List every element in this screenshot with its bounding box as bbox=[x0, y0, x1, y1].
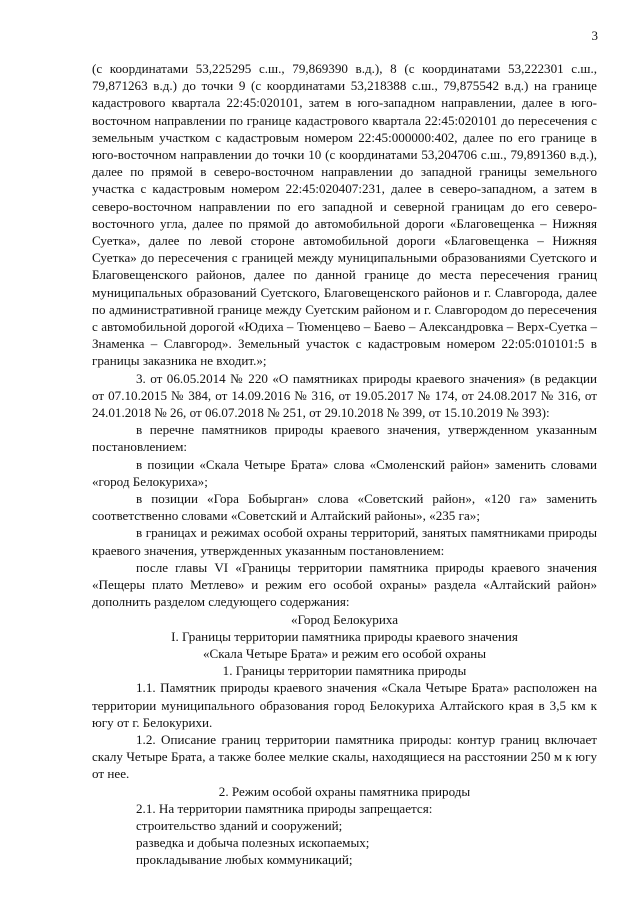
paragraph-2-1: 2.1. На территории памятника природы запрещается: bbox=[136, 800, 433, 816]
paragraph-list-intro: в перечне памятников природы краевого значения, утвержденном указанным постановлением: bbox=[92, 422, 597, 455]
section-heading-chapter-sub: «Скала Четыре Брата» и режим его особой охраны bbox=[202, 645, 487, 661]
paragraph-four-brothers: в позиции «Скала Четыре Брата» слова «Смоленский район» заменить словами «город Белокуриха»; bbox=[92, 456, 597, 489]
paragraph-resolution-3: 3. от 06.05.2014 № 220 «О памятниках природы краевого значения» (в редакции от 07.10.2015 № 384, от 14.09.2016 № 316, от 19.05.2017 № 174, от 24.08.2017 № 316, от 24.01.2018 № 26, от 06.07.2018 № 251, от 29.10.2018 № 399, от 15.10.2019 № 393): bbox=[92, 370, 597, 421]
paragraph-boundaries-intro: в границах и режимах особой охраны территорий, занятых памятниками природы краевого значения, утвержденных указанным постановлением: bbox=[92, 525, 597, 558]
paragraph-chapter-addition: после главы VI «Границы территории памятника природы краевого значения «Пещеры плато Метлево» и режим его особой охраны» раздела «Алтайский район» дополнить разделом следующего содержания: bbox=[92, 559, 597, 610]
paragraph-bobyrgan: в позиции «Гора Бобырган» слова «Советский район», «120 га» заменить соответственно словами «Советский и Алтайский районы», «235 га»; bbox=[92, 491, 597, 524]
list-item: разведка и добыча полезных ископаемых; bbox=[136, 835, 370, 851]
list-item: строительство зданий и сооружений; bbox=[136, 817, 343, 833]
document-body bbox=[92, 60, 597, 869]
section-heading-chapter: I. Границы территории памятника природы краевого значения bbox=[171, 628, 518, 644]
section-heading-city: «Город Белокуриха bbox=[290, 611, 399, 627]
page-number: 3 bbox=[591, 28, 598, 43]
section-heading-boundaries: 1. Границы территории памятника природы bbox=[222, 663, 467, 679]
paragraph-1-2: 1.2. Описание границ территории памятника природы: контур границ включает скалу Четыре Брата, а также более мелкие скалы, находящиеся на расстоянии 250 м к югу от нее. bbox=[92, 731, 597, 782]
list-item: прокладывание любых коммуникаций; bbox=[136, 852, 353, 868]
paragraph-boundary-description: (с координатами 53,225295 с.ш., 79,869390 в.д.), 8 (с координатами 53,222301 с.ш., 79,871263 в.д.) до точки 9 (с координатами 53,218388 с.ш., 79,875542 в.д.) на границе кадастрового квартала 22:45:020101, затем в юго-западном направлении, далее в юго-восточном направлении по границе кадастрового квартала 22:45:020101 до пересечения с земельным участком с кадастровым номером 22:45:000000:402, далее по его границе в юго-восточном направлении до точки 10 (с координатами 53,204706 с.ш., 79,891360 в.д.), далее по прямой в северо-восточном направлении до западной границы земельного участка с кадастровым номером 22:45:020407:231, далее в северо-западном, а затем в северо-восточном направлении по его западной и северной границам до его северо-восточного угла, далее по прямой до автомобильной дороги «Благовещенка – Нижняя Суетка», далее по левой стороне автомобильной дороги «Благовещенка – Нижняя Суетка» до пересечения с границей между муниципальными образованиями Суетского и Благовещенского районов, далее по данной границе до места пересечения границ муниципальных образований Суетского, Благовещенского районов и г. Славгорода, далее по административной границе между Суетским районом и г. Славгородом до пересечения с автомобильной дорогой «Юдиха – Тюменцево – Баево – Александровка – Верх-Суетка – Знаменка – Славгород». Земельный участок с кадастровым номером 22:05:010101:5 в границы заказника не входит.»; bbox=[92, 61, 597, 369]
section-heading-regime: 2. Режим особой охраны памятника природы bbox=[218, 783, 471, 799]
paragraph-1-1: 1.1. Памятник природы краевого значения «Скала Четыре Брата» расположен на территории муниципального образования город Белокуриха Алтайского края в 3,5 км к югу от г. Белокурихи. bbox=[92, 680, 597, 730]
